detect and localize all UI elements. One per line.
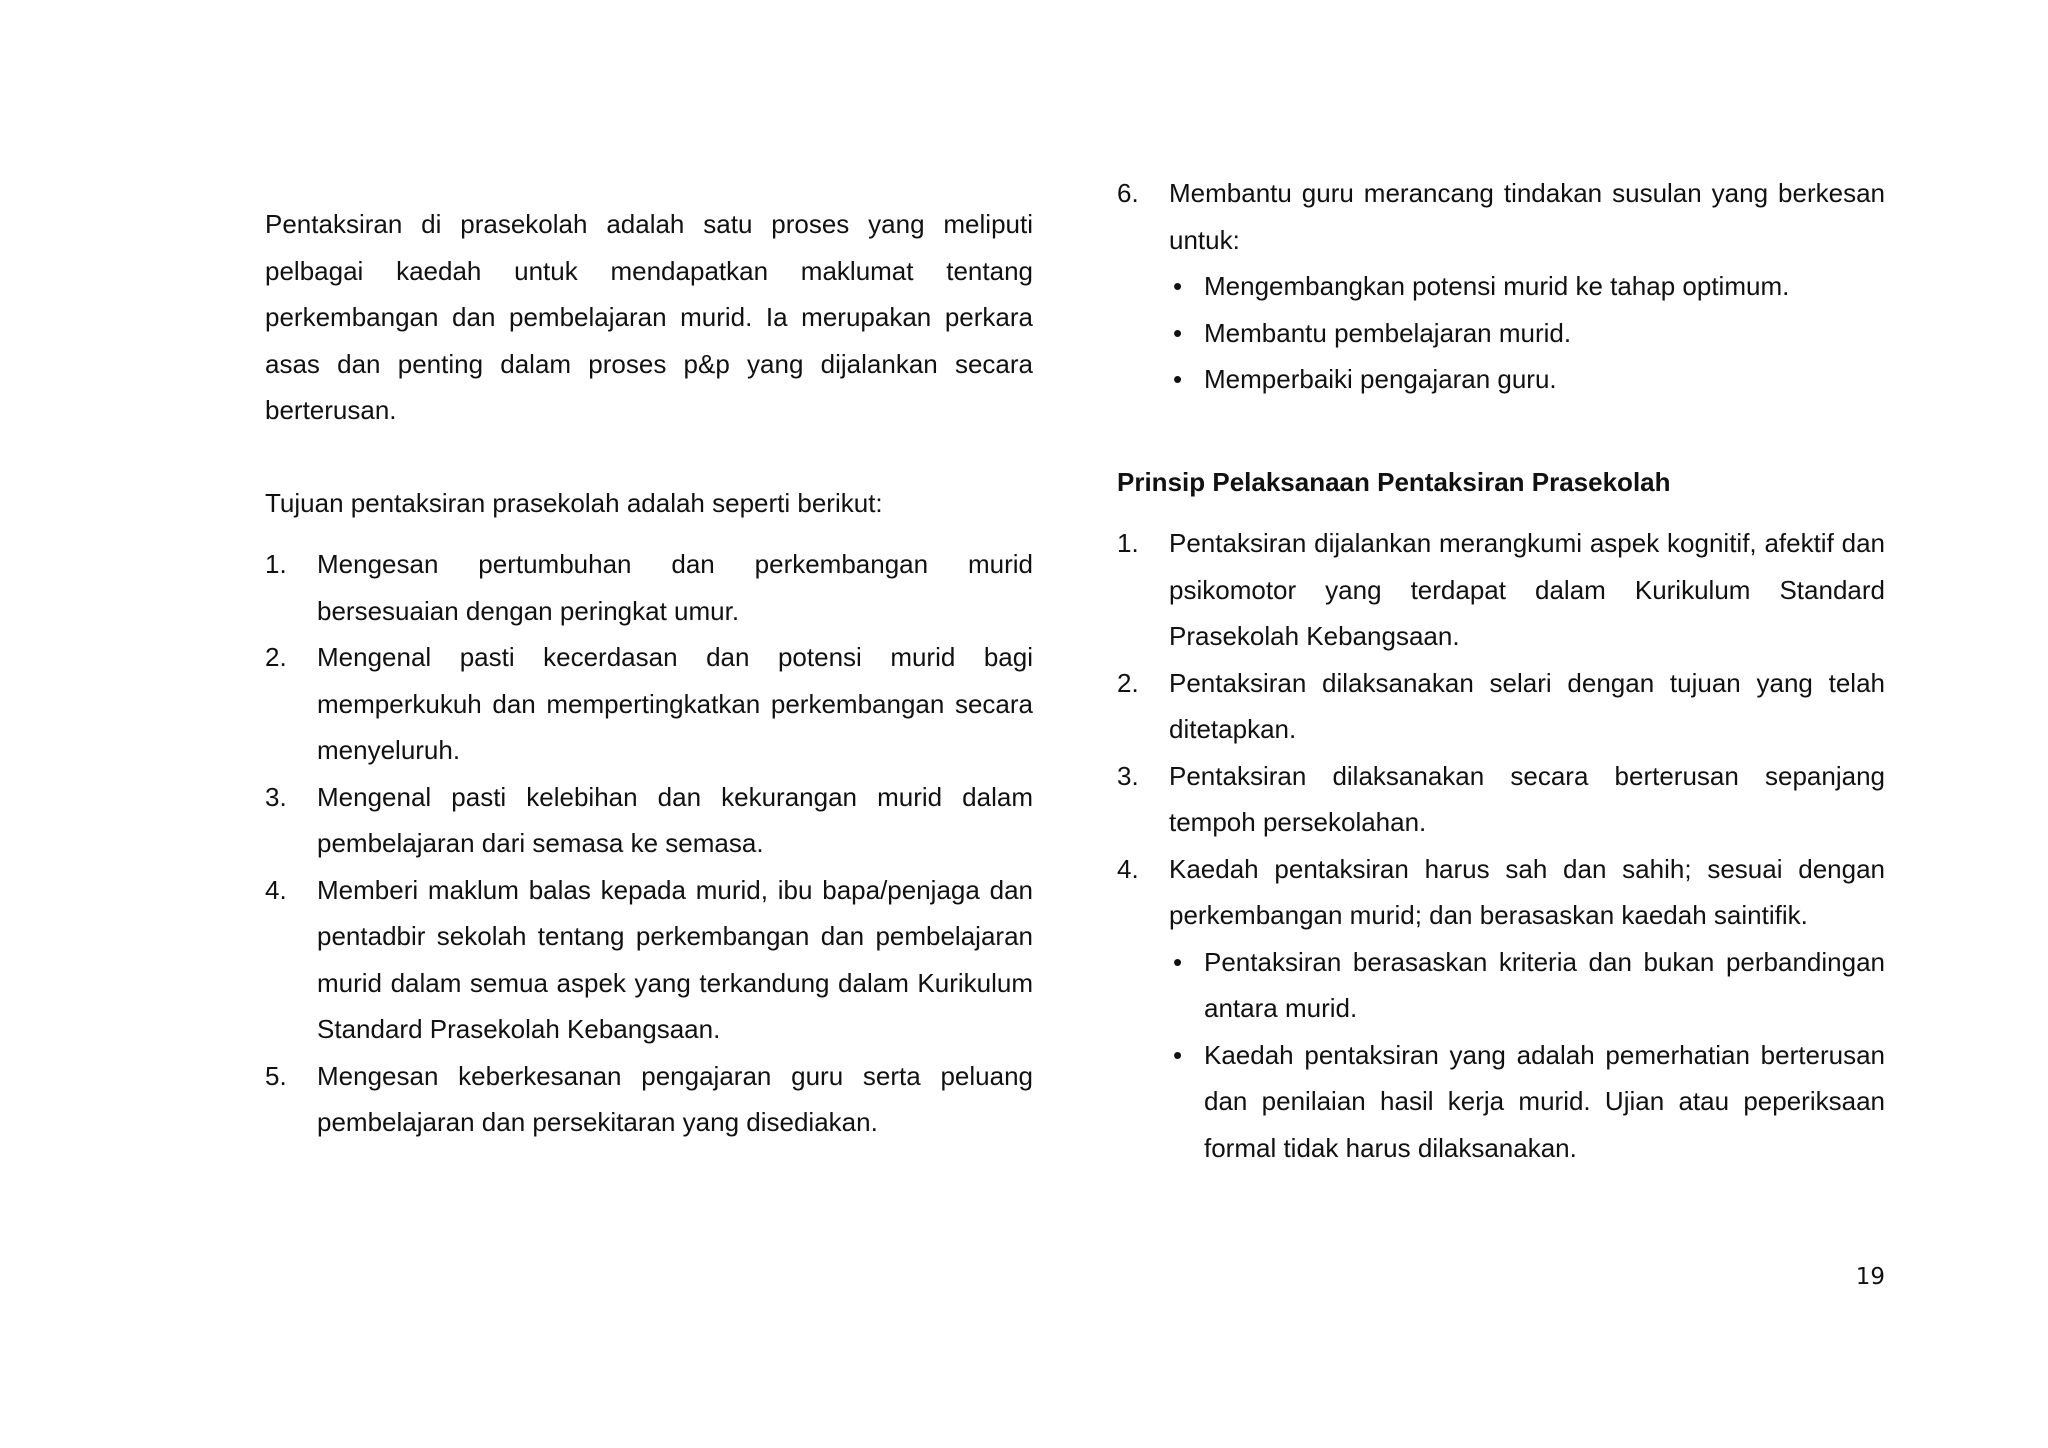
principles-list — [1117, 520, 1885, 1171]
bullet-item — [1169, 310, 1885, 357]
principle-item-1 — [1117, 520, 1885, 660]
bullet-icon: • — [1173, 364, 1183, 394]
objective-text: Mengesan keberkesanan pengajaran guru serta peluang pembelajaran dan persekitaran yang disediakan. — [317, 1060, 1033, 1137]
objective-item-6 — [1117, 170, 1885, 403]
objective-item-4 — [265, 867, 1033, 1053]
objective-number: 1. — [265, 549, 287, 579]
objective-number: 3. — [265, 781, 287, 812]
bullet-icon: • — [1173, 1039, 1183, 1070]
principles-heading: Prinsip Pelaksanaan Pentaksiran Prasekolah — [1117, 466, 1671, 497]
objective-number: 4. — [265, 874, 287, 905]
principle-number: 1. — [1117, 528, 1139, 558]
intro-paragraph: Pentaksiran di prasekolah adalah satu proses yang meliputi pelbagai kaedah untuk mendapatkan maklumat tentang perkembangan dan pembelajaran murid. Ia merupakan perkara asas dan penting dalam proses p&p yang dijalankan secara berterusan. — [265, 209, 1033, 425]
objective-item-3 — [265, 774, 1033, 867]
page-number: 19 — [1855, 1264, 1885, 1290]
objective-text: Membantu guru merancang tindakan susulan yang berkesan untuk: — [1169, 178, 1885, 255]
objective-number: 6. — [1117, 178, 1139, 208]
bullet-text: Pentaksiran berasaskan kriteria dan bukan perbandingan antara murid. — [1204, 946, 1885, 1023]
principle-text: Kaedah pentaksiran harus sah dan sahih; sesuai dengan perkembangan murid; dan berasaskan kaedah saintifik. — [1169, 853, 1885, 930]
principle-item-3 — [1117, 753, 1885, 846]
objectives-lead: Tujuan pentaksiran prasekolah adalah seperti berikut: — [265, 487, 883, 518]
principle-text: Pentaksiran dilaksanakan secara berterusan sepanjang tempoh persekolahan. — [1169, 760, 1885, 837]
bullet-item — [1169, 939, 1885, 1032]
right-column — [1117, 170, 1885, 1171]
objective-number: 5. — [265, 1060, 287, 1091]
principle-text: Pentaksiran dijalankan merangkumi aspek kognitif, afektif dan psikomotor yang terdapat dalam Kurikulum Standard Prasekolah Kebangsaan. — [1169, 528, 1885, 651]
bullet-icon: • — [1173, 317, 1183, 348]
objective-6-bullets — [1169, 263, 1885, 403]
principle-4-bullets — [1169, 939, 1885, 1172]
bullet-icon: • — [1173, 946, 1183, 977]
bullet-text: Membantu pembelajaran murid. — [1204, 317, 1572, 348]
objective-text: Mengesan pertumbuhan dan perkembangan murid bersesuaian dengan peringkat umur. — [317, 549, 1033, 626]
bullet-text: Memperbaiki pengajaran guru. — [1204, 364, 1557, 394]
bullet-icon: • — [1173, 271, 1183, 301]
principle-text: Pentaksiran dilaksanakan selari dengan tujuan yang telah ditetapkan. — [1169, 667, 1885, 744]
objective-text: Mengenal pasti kelebihan dan kekurangan murid dalam pembelajaran dari semasa ke semasa. — [317, 781, 1033, 858]
bullet-item — [1169, 1032, 1885, 1172]
objective-item-5 — [265, 1053, 1033, 1146]
objectives-list — [265, 541, 1033, 1146]
bullet-item — [1169, 263, 1885, 310]
objective-text: Mengenal pasti kecerdasan dan potensi murid bagi memperkukuh dan mempertingkatkan perkembangan secara menyeluruh. — [317, 642, 1033, 765]
objective-text: Memberi maklum balas kepada murid, ibu bapa/penjaga dan pentadbir sekolah tentang perkembangan dan pembelajaran murid dalam semua aspek yang terkandung dalam Kurikulum Standard Prasekolah Kebangsaan. — [317, 874, 1033, 1044]
principle-number: 3. — [1117, 760, 1139, 791]
objective-item-1 — [265, 541, 1033, 634]
principle-number: 4. — [1117, 853, 1139, 884]
objective-number: 2. — [265, 642, 287, 672]
bullet-item — [1169, 356, 1885, 403]
left-column — [265, 201, 1033, 1146]
bullet-text: Kaedah pentaksiran yang adalah pemerhatian berterusan dan penilaian hasil kerja murid. Ujian atau peperiksaan formal tidak harus dilaksanakan. — [1204, 1039, 1885, 1163]
objective-item-2 — [265, 634, 1033, 774]
principle-item-2 — [1117, 660, 1885, 753]
principle-number: 2. — [1117, 667, 1139, 698]
bullet-text: Mengembangkan potensi murid ke tahap optimum. — [1204, 271, 1790, 301]
principle-item-4 — [1117, 846, 1885, 1172]
